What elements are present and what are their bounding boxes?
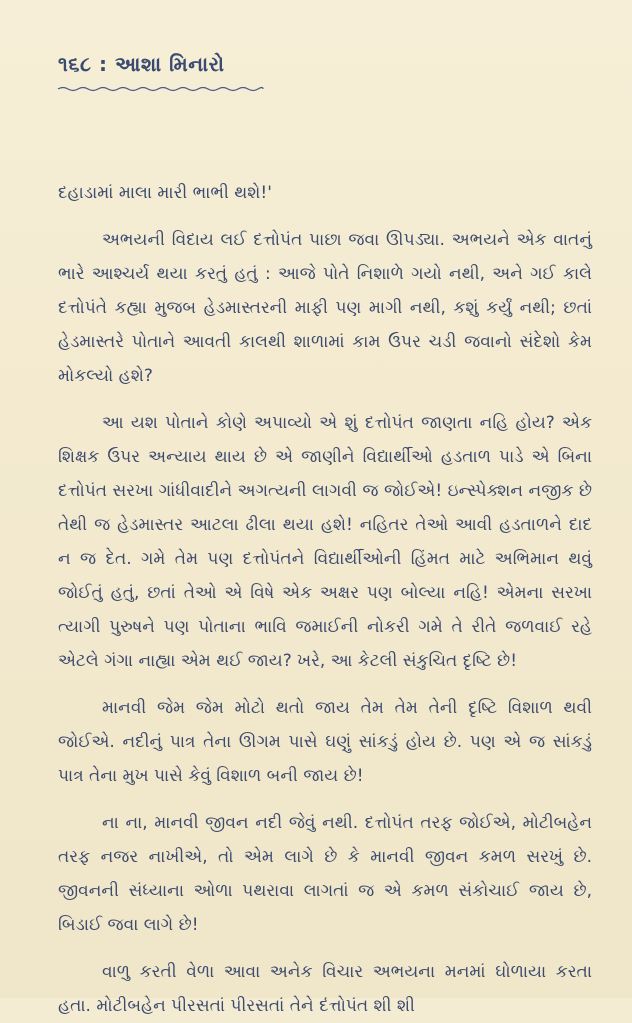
- paragraph: આ યશ પોતાને કોણે અપાવ્યો એ શું દત્તોપંત જાણતા નહિ હોય? એક શિક્ષક ઉપર અન્યાય થાય છે એ જાણીને વિદ્યાર્થીઓ હડતાળ પાડે એ બિના દત્તોપંત સરખા ગાંધીવાદીને અગત્યની લાગવી જ જોઈએ! ઇન્સ્પેક્શન નજીક છે તેથી જ હેડમાસ્તર આટલા ઢીલા થયા હશે! નહિતર તેઓ આવી હડતાળને દાદ ન જ દેત. ગમે તેમ પણ દત્તોપંતને વિદ્યાર્થીઓની હિંમત માટે અભિમાન થવું જોઈતું હતું, છતાં તેઓ એ વિષે એક અક્ષર પણ બોલ્યા નહિ! એમના સરખા ત્યાગી પુરુષને પણ પોતાના ભાવિ જમાઈની નોકરી ગમે તે રીતે જળવાઈ રહે એટલે ગંગા નાહ્યા એમ થઈ જાય? ખરે, આ કેટલી સંકુચિત દૃષ્ટિ છે!: [58, 413, 592, 671]
- chapter-title: આશા મિનારો: [114, 52, 225, 76]
- header-separator: :: [98, 52, 108, 76]
- paragraph: વાળુ કરતી વેળા આવા અનેક વિચાર અભયના મનમાં ઘોળાયા કરતા હતા. મોટીબહેન પીરસતાં પીરસતાં તેને દંત્તોપંત શી શી: [58, 962, 592, 1016]
- decorative-wavy-rule: [58, 86, 263, 92]
- header-title: [58, 52, 592, 76]
- running-header: [58, 52, 592, 114]
- paragraph: અભયની વિદાય લઈ દત્તોપંત પાછા જવા ઊપડ્યા. અભયને એક વાતનું ભારે આશ્ચર્ય થયા કરતું હતું : આજે પોતે નિશાળે ગયો નથી, અને ગઈ કાલે દત્તોપંતે કહ્યા મુજબ હેડમાસ્તરની માફી પણ માગી નથી, કશું કર્યું નથી; છતાં હેડમાસ્તરે પોતાને આવતી કાલથી શાળામાં કામ ઉપર ચડી જવાનો સંદેશો કેમ મોકલ્યો હશે?: [58, 230, 592, 386]
- page-number: ૧૬૮: [58, 52, 92, 76]
- paragraph: ના ના, માનવી જીવન નદી જેવું નથી. દત્તોપંત તરફ જોઈએ, મોટીબહેન તરફ નજર નાખીએ, તો એમ લાગે છે કે માનવી જીવન કમળ સરખું છે. જીવનની સંધ્યાના ઓળા પથરાવા લાગતાં જ એ કમળ સંકોચાઈ જાય છે, બિડાઈ જવા લાગે છે!: [58, 813, 592, 935]
- paragraph-continuation: દહાડામાં માલા મારી ભાભી થશે!': [58, 183, 272, 203]
- paragraph: માનવી જેમ જેમ મોટો થતો જાય તેમ તેમ તેની દૃષ્ટિ વિશાળ થવી જોઈએ. નદીનું પાત્ર તેના ઊગમ પાસે ઘણું સાંકડું હોય છે. પણ એ જ સાંકડું પાત્ર તેના મુખ પાસે કેવું વિશાળ બની જાય છે!: [58, 698, 592, 786]
- body-text: [58, 176, 592, 1023]
